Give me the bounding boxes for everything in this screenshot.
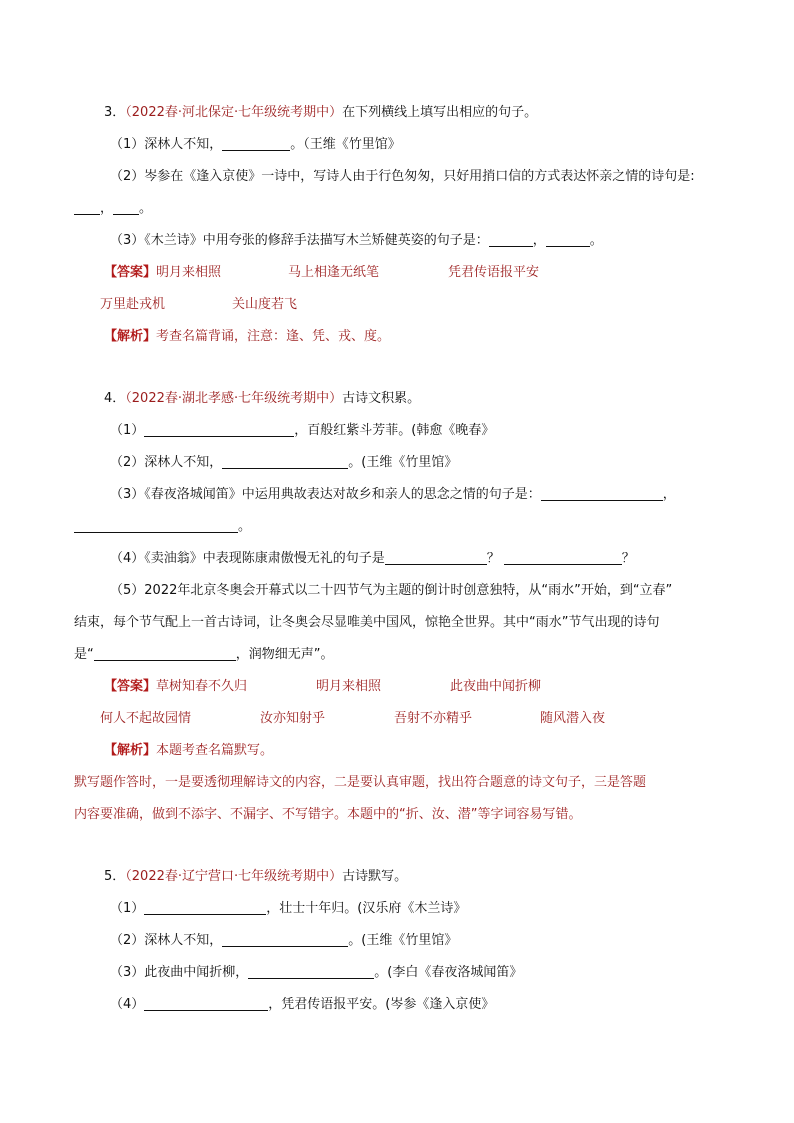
answer-text: 万里赴戎机 <box>100 297 166 312</box>
question-stem: 在下列横线上填写出相应的句子。 <box>342 105 538 120</box>
analysis-tag: 【解析】 <box>104 329 157 344</box>
item-text: 是“ <box>74 647 94 662</box>
item-text: ，凭君传语报平安。(岑参《逢入京使》 <box>268 997 495 1012</box>
item-text: （3）《春夜洛城闻笛》中运用典故表达对故乡和亲人的思念之情的句子是： <box>110 487 541 502</box>
item-text: （2）深林人不知， <box>110 455 223 470</box>
q3-item-1 <box>110 136 401 154</box>
answer-blank[interactable] <box>504 550 622 565</box>
q3-item-3 <box>110 232 603 250</box>
item-text: （2）岑参在《逢入京使》一诗中，写诗人由于行色匆匆，只好用捎口信的方式表达怀亲之情的诗句是: <box>110 169 695 184</box>
answer-blank[interactable] <box>489 232 533 247</box>
q3-answer-row-1 <box>104 264 156 282</box>
analysis-text: 考查名篇背诵，注意：逢、凭、戎、度。 <box>156 329 391 344</box>
item-text: ， <box>100 201 114 216</box>
q3-item-2-blanks <box>74 200 152 218</box>
question-number: 5． <box>104 869 126 884</box>
analysis-text: 本题考查名篇默写。 <box>156 743 274 758</box>
item-text: ？ <box>621 551 635 566</box>
answer-text: 明月来相照 <box>156 265 222 280</box>
item-text: 。（王维《竹里馆》 <box>290 137 401 152</box>
answer-blank[interactable] <box>94 646 236 661</box>
q4-analysis-note-2: 内容要准确，做到不添字、不漏字、不写错字。本题中的“折、汝、潜”等字词容易写错。 <box>74 807 582 822</box>
item-text: （1）深林人不知， <box>110 137 223 152</box>
q4-item-3-cont <box>74 518 251 536</box>
q3-header <box>104 104 537 122</box>
answer-blank[interactable] <box>222 454 348 469</box>
q4-analysis <box>104 742 273 760</box>
q5-item-3 <box>110 964 522 982</box>
item-text: ，壮士十年归。(汉乐府《木兰诗》 <box>266 901 467 916</box>
answer-tag: 【答案】 <box>104 679 157 694</box>
answer-text: 何人不起故园情 <box>100 711 192 726</box>
answer-text: 草树知春不久归 <box>156 679 248 694</box>
answer-blank[interactable] <box>74 200 100 215</box>
answer-blank[interactable] <box>144 422 294 437</box>
answer-text: 随风潜入夜 <box>540 711 606 726</box>
answer-text: 吾射不亦精乎 <box>394 711 473 726</box>
answer-text: 汝亦知射乎 <box>260 711 326 726</box>
q4-answer-row-1 <box>104 678 156 696</box>
item-text: （1） <box>110 901 145 916</box>
question-source: （2022春·河北保定·七年级统考期中） <box>125 105 343 120</box>
answer-blank[interactable] <box>546 232 590 247</box>
item-text: ，百般红紫斗芳菲。(韩愈《晚春》 <box>294 423 495 438</box>
question-stem: 古诗文积累。 <box>342 391 421 406</box>
q4-analysis-note-1: 默写题作答时，一是要透彻理解诗文的内容，二是要认真审题，找出符合题意的诗文句子，三是答题 <box>74 775 647 790</box>
answer-blank[interactable] <box>113 200 139 215</box>
answer-text: 此夜曲中闻折柳 <box>450 679 542 694</box>
q5-item-1 <box>110 900 466 918</box>
answer-blank[interactable] <box>248 964 374 979</box>
item-text: 。 <box>589 233 603 248</box>
item-text: （4）《卖油翁》中表现陈康肃傲慢无礼的句子是 <box>110 551 385 566</box>
q4-item-4 <box>110 550 635 568</box>
answer-blank[interactable] <box>385 550 487 565</box>
item-text: （4） <box>110 997 145 1012</box>
item-text: ？ <box>486 551 500 566</box>
item-text: 。 <box>238 519 252 534</box>
item-text: （3）此夜曲中闻折柳， <box>110 965 249 980</box>
answer-blank[interactable] <box>144 900 266 915</box>
answer-blank[interactable] <box>74 518 238 533</box>
item-text: ， <box>532 233 546 248</box>
answer-tag: 【答案】 <box>104 265 157 280</box>
q5-item-2 <box>110 932 457 950</box>
item-text: （5）2022年北京冬奥会开幕式以二十四节气为主题的倒计时创意独特，从“雨水”开始，到“立春” <box>110 583 673 598</box>
answer-blank[interactable] <box>222 136 290 151</box>
item-text: （3）《木兰诗》中用夸张的修辞手法描写木兰矫健英姿的句子是： <box>110 233 489 248</box>
item-text: 。(王维《竹里馆》 <box>348 455 458 470</box>
q3-item-2 <box>110 168 695 186</box>
answer-blank[interactable] <box>222 932 348 947</box>
q4-item-5-cont <box>74 614 659 632</box>
item-text: 结束，每个节气配上一首古诗词，让冬奥会尽显唯美中国风，惊艳全世界。其中“雨水”节气出现的诗句 <box>74 615 660 630</box>
item-text: ，润物细无声”。 <box>235 647 334 662</box>
q5-item-4 <box>110 996 494 1014</box>
q4-header <box>104 390 420 408</box>
item-text: （1） <box>110 423 145 438</box>
item-text: 。(李白《春夜洛城闻笛》 <box>374 965 523 980</box>
question-stem: 古诗默写。 <box>342 869 408 884</box>
item-text: （2）深林人不知， <box>110 933 223 948</box>
answer-blank[interactable] <box>144 996 268 1011</box>
analysis-tag: 【解析】 <box>104 743 157 758</box>
q5-header <box>104 868 407 886</box>
q4-item-3 <box>110 486 676 504</box>
question-source: （2022春·湖北孝感·七年级统考期中） <box>125 391 343 406</box>
item-text: ， <box>662 487 676 502</box>
question-source: （2022春·辽宁营口·七年级统考期中） <box>125 869 343 884</box>
answer-text: 关山度若飞 <box>232 297 298 312</box>
q4-item-1 <box>110 422 494 440</box>
q4-item-2 <box>110 454 457 472</box>
answer-text: 凭君传语报平安 <box>448 265 540 280</box>
question-number: 4． <box>104 391 126 406</box>
q4-item-5-blank <box>74 646 334 664</box>
answer-text: 马上相逢无纸笔 <box>288 265 380 280</box>
item-text: 。 <box>139 201 153 216</box>
item-text: 。(王维《竹里馆》 <box>348 933 458 948</box>
q3-analysis <box>104 328 390 346</box>
question-number: 3． <box>104 105 126 120</box>
q4-item-5 <box>110 582 672 600</box>
answer-blank[interactable] <box>541 486 663 501</box>
answer-text: 明月来相照 <box>316 679 382 694</box>
